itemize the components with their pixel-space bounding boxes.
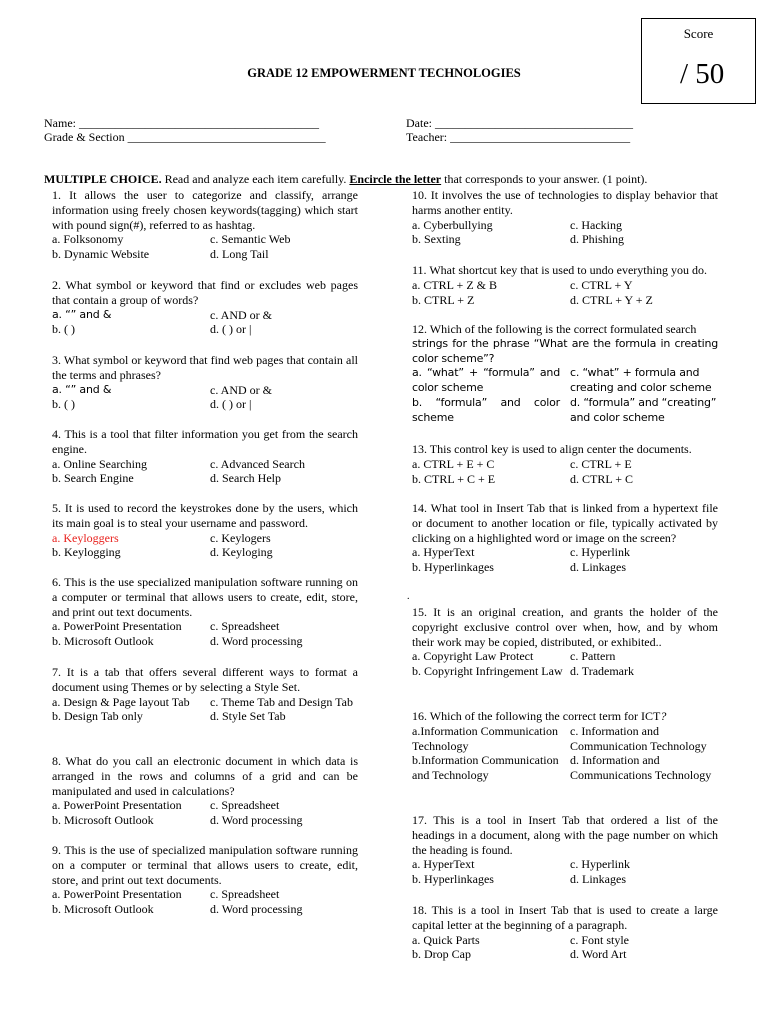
question-stem: 13. This control key is used to align center the documents. bbox=[412, 442, 692, 456]
option-c[interactable]: c. AND or & bbox=[210, 382, 272, 397]
option-d[interactable]: d. Trademark bbox=[570, 664, 634, 679]
option-c[interactable]: c. Font style bbox=[570, 932, 629, 947]
question-stem-text: 16. Which of the following the correct term for ICT bbox=[412, 709, 661, 723]
question-16 bbox=[412, 709, 718, 783]
option-c[interactable]: c. Spreadsheet bbox=[210, 798, 280, 813]
option-b[interactable]: b. Microsoft Outlook bbox=[52, 902, 154, 917]
question-6 bbox=[52, 575, 358, 649]
score-box bbox=[641, 18, 756, 104]
question-3 bbox=[52, 353, 358, 412]
question-15 bbox=[412, 605, 718, 679]
score-label: Score bbox=[683, 26, 714, 41]
option-c[interactable]: c. Advanced Search bbox=[210, 456, 305, 471]
question-stem: 8. What do you call an electronic document in which data is arranged in the rows and columns of a grid and can be manipulated and used in calculations? bbox=[52, 754, 358, 798]
stray-mark: . bbox=[407, 591, 410, 602]
option-b[interactable]: b. Hyperlinkages bbox=[412, 560, 494, 575]
option-a[interactable]: a. PowerPoint Presentation bbox=[52, 619, 182, 634]
option-a[interactable]: a. HyperText bbox=[412, 857, 475, 872]
option-c[interactable]: c. “what” + formula and creating and color scheme bbox=[570, 366, 712, 395]
question-stem: 5. It is used to record the keystrokes done by the users, which its main goal is to steal your username and password. bbox=[52, 501, 358, 530]
option-a[interactable]: a. Copyright Law Protect bbox=[412, 649, 534, 664]
question-mark: ? bbox=[660, 709, 667, 723]
option-d[interactable]: d. Linkages bbox=[570, 872, 626, 887]
instructions-text-2: that corresponds to your answer. (1 point). bbox=[441, 172, 648, 186]
option-c[interactable]: c. Keylogers bbox=[210, 530, 271, 545]
page-title: GRADE 12 EMPOWERMENT TECHNOLOGIES bbox=[247, 66, 521, 80]
option-c[interactable]: c. Semantic Web bbox=[210, 232, 291, 247]
question-8 bbox=[52, 754, 358, 828]
option-d[interactable]: d. Word processing bbox=[210, 634, 303, 649]
option-d[interactable]: d. Word processing bbox=[210, 813, 303, 828]
option-c[interactable]: c. AND or & bbox=[210, 307, 272, 322]
question-5 bbox=[52, 501, 358, 560]
instructions-emphasis: Encircle the letter bbox=[349, 172, 442, 186]
option-d[interactable]: d. CTRL + Y + Z bbox=[570, 292, 653, 307]
instructions-text: Read and analyze each item carefully. bbox=[161, 172, 350, 186]
option-d[interactable]: d. CTRL + C bbox=[570, 471, 633, 486]
option-c[interactable]: c. Spreadsheet bbox=[210, 887, 280, 902]
option-b[interactable]: b. Sexting bbox=[412, 232, 461, 247]
option-a[interactable]: a. “” and & bbox=[52, 307, 112, 321]
option-d[interactable]: d. ( ) or | bbox=[210, 397, 252, 412]
question-stem-continued: strings for the phrase “What are the formula in creating color scheme”? bbox=[412, 336, 718, 365]
question-4 bbox=[52, 427, 358, 486]
option-d[interactable]: d. “formula” and “creating” and color scheme bbox=[570, 395, 717, 424]
option-b[interactable]: b. Drop Cap bbox=[412, 947, 471, 962]
option-a[interactable]: a. Cyberbullying bbox=[412, 217, 493, 232]
name-field: Name: ________________________________________ bbox=[44, 116, 319, 130]
instructions-heading: MULTIPLE CHOICE. bbox=[44, 172, 162, 186]
option-d[interactable]: d. Information and Communications Technology bbox=[570, 753, 712, 783]
question-stem: 12. Which of the following is the correct formulated search bbox=[412, 322, 697, 336]
option-b[interactable]: b. ( ) bbox=[52, 322, 75, 337]
question-1 bbox=[52, 188, 358, 262]
question-stem: 10. It involves the use of technologies to display behavior that harms another entity. bbox=[412, 188, 718, 217]
question-stem: 18. This is a tool in Insert Tab that is used to create a large capital letter at the beginning of a paragraph. bbox=[412, 903, 718, 932]
option-c[interactable]: c. Pattern bbox=[570, 649, 616, 664]
option-a[interactable]: a. PowerPoint Presentation bbox=[52, 887, 182, 902]
option-a[interactable]: a. “” and & bbox=[52, 382, 112, 396]
instructions bbox=[44, 172, 744, 187]
option-c[interactable]: c. Hyperlink bbox=[570, 545, 630, 560]
question-stem: 4. This is a tool that filter information you get from the search engine. bbox=[52, 427, 358, 456]
option-b[interactable]: b. Design Tab only bbox=[52, 709, 143, 724]
option-a[interactable]: a. CTRL + Z & B bbox=[412, 277, 497, 292]
option-b[interactable]: b. Microsoft Outlook bbox=[52, 813, 154, 828]
option-b[interactable]: b. Copyright Infringement Law bbox=[412, 664, 563, 679]
option-d[interactable]: d. Long Tail bbox=[210, 247, 269, 262]
question-stem: 6. This is the use specialized manipulation software running on a computer or terminal that allows users to create, edit, store, and print out text documents. bbox=[52, 575, 358, 619]
option-a[interactable]: a. Design & Page layout Tab bbox=[52, 694, 190, 709]
option-c[interactable]: c. Information and Communication Technology bbox=[570, 723, 707, 753]
option-c[interactable]: c. CTRL + E bbox=[570, 456, 632, 471]
option-b[interactable]: b. ( ) bbox=[52, 397, 75, 412]
score-value: / 50 bbox=[680, 58, 725, 90]
question-stem: 14. What tool in Insert Tab that is linked from a hypertext file or document to another location or file, typically activated by clicking on a highlighted word or image on the screen? bbox=[412, 501, 718, 545]
option-d[interactable]: d. ( ) or | bbox=[210, 322, 252, 337]
option-a[interactable]: a. CTRL + E + C bbox=[412, 456, 495, 471]
option-d[interactable]: d. Word processing bbox=[210, 902, 303, 917]
grade-section-field: Grade & Section _________________________________ bbox=[44, 130, 326, 144]
question-10 bbox=[412, 188, 718, 247]
option-a[interactable]: a. “what” + “formula” and color scheme bbox=[412, 366, 560, 395]
option-d[interactable]: d. Phishing bbox=[570, 232, 625, 247]
option-d[interactable]: d. Keyloging bbox=[210, 545, 273, 560]
question-12 bbox=[412, 322, 718, 426]
option-d[interactable]: d. Word Art bbox=[570, 947, 627, 962]
question-11 bbox=[412, 263, 718, 307]
option-a[interactable]: a.Information Communication Technology bbox=[412, 723, 558, 753]
option-b[interactable]: b. Hyperlinkages bbox=[412, 872, 494, 887]
option-d[interactable]: d. Linkages bbox=[570, 560, 626, 575]
option-c[interactable]: c. Hacking bbox=[570, 217, 622, 232]
question-13 bbox=[412, 442, 718, 486]
option-c[interactable]: c. CTRL + Y bbox=[570, 277, 633, 292]
option-b[interactable]: b. Microsoft Outlook bbox=[52, 634, 154, 649]
option-a[interactable]: a. PowerPoint Presentation bbox=[52, 798, 182, 813]
date-field: Date: _________________________________ bbox=[406, 116, 633, 130]
option-c[interactable]: c. Theme Tab and Design Tab bbox=[210, 694, 353, 709]
option-a[interactable]: a. Quick Parts bbox=[412, 932, 480, 947]
option-a[interactable]: a. HyperText bbox=[412, 545, 475, 560]
question-stem: 17. This is a tool in Insert Tab that ordered a list of the headings in a document, along with the page number on which the heading is found. bbox=[412, 813, 718, 857]
question-18 bbox=[412, 903, 718, 962]
option-a[interactable]: a. Folksonomy bbox=[52, 232, 124, 247]
question-9 bbox=[52, 843, 358, 917]
option-d[interactable]: d. Style Set Tab bbox=[210, 709, 286, 724]
question-stem: 11. What shortcut key that is used to undo everything you do. bbox=[412, 263, 707, 277]
option-a[interactable]: a. Online Searching bbox=[52, 456, 147, 471]
option-b[interactable]: b.Information Communication and Technology bbox=[412, 753, 559, 783]
question-stem: 3. What symbol or keyword that find web pages that contain all the terms and phrases? bbox=[52, 353, 358, 382]
question-stem: 2. What symbol or keyword that find or excludes web pages that contain a group of words? bbox=[52, 278, 358, 307]
option-a-selected[interactable]: a. Keyloggers bbox=[52, 530, 119, 545]
option-c[interactable]: c. Hyperlink bbox=[570, 857, 630, 872]
option-d[interactable]: d. Search Help bbox=[210, 471, 281, 486]
question-stem: 7. It is a tab that offers several different ways to format a document using Themes or by selecting a Style Set. bbox=[52, 665, 358, 694]
option-c[interactable]: c. Spreadsheet bbox=[210, 619, 280, 634]
question-stem: 15. It is an original creation, and grants the holder of the copyright exclusive control over when, how, and by whom their work may be copied, distributed, or exhibited.. bbox=[412, 605, 718, 649]
question-2 bbox=[52, 278, 358, 337]
question-stem bbox=[412, 709, 718, 724]
option-b[interactable]: b. Search Engine bbox=[52, 471, 134, 486]
option-b[interactable]: b. CTRL + Z bbox=[412, 292, 475, 307]
question-14 bbox=[412, 501, 718, 575]
option-b[interactable]: b. “formula” and color scheme bbox=[412, 395, 560, 424]
option-b[interactable]: b. CTRL + C + E bbox=[412, 471, 496, 486]
question-17 bbox=[412, 813, 718, 887]
teacher-field: Teacher: ______________________________ bbox=[406, 130, 631, 144]
question-stem: 1. It allows the user to categorize and classify, arrange information using freely chosen keywords(tagging) which start with pound sign(#), referred to as hashtag. bbox=[52, 188, 358, 232]
option-b[interactable]: b. Keylogging bbox=[52, 545, 121, 560]
option-b[interactable]: b. Dynamic Website bbox=[52, 247, 150, 262]
question-7 bbox=[52, 665, 358, 724]
question-stem: 9. This is the use of specialized manipulation software running on a computer or terminal that allows users to create, edit, store, and print out text documents. bbox=[52, 843, 358, 887]
